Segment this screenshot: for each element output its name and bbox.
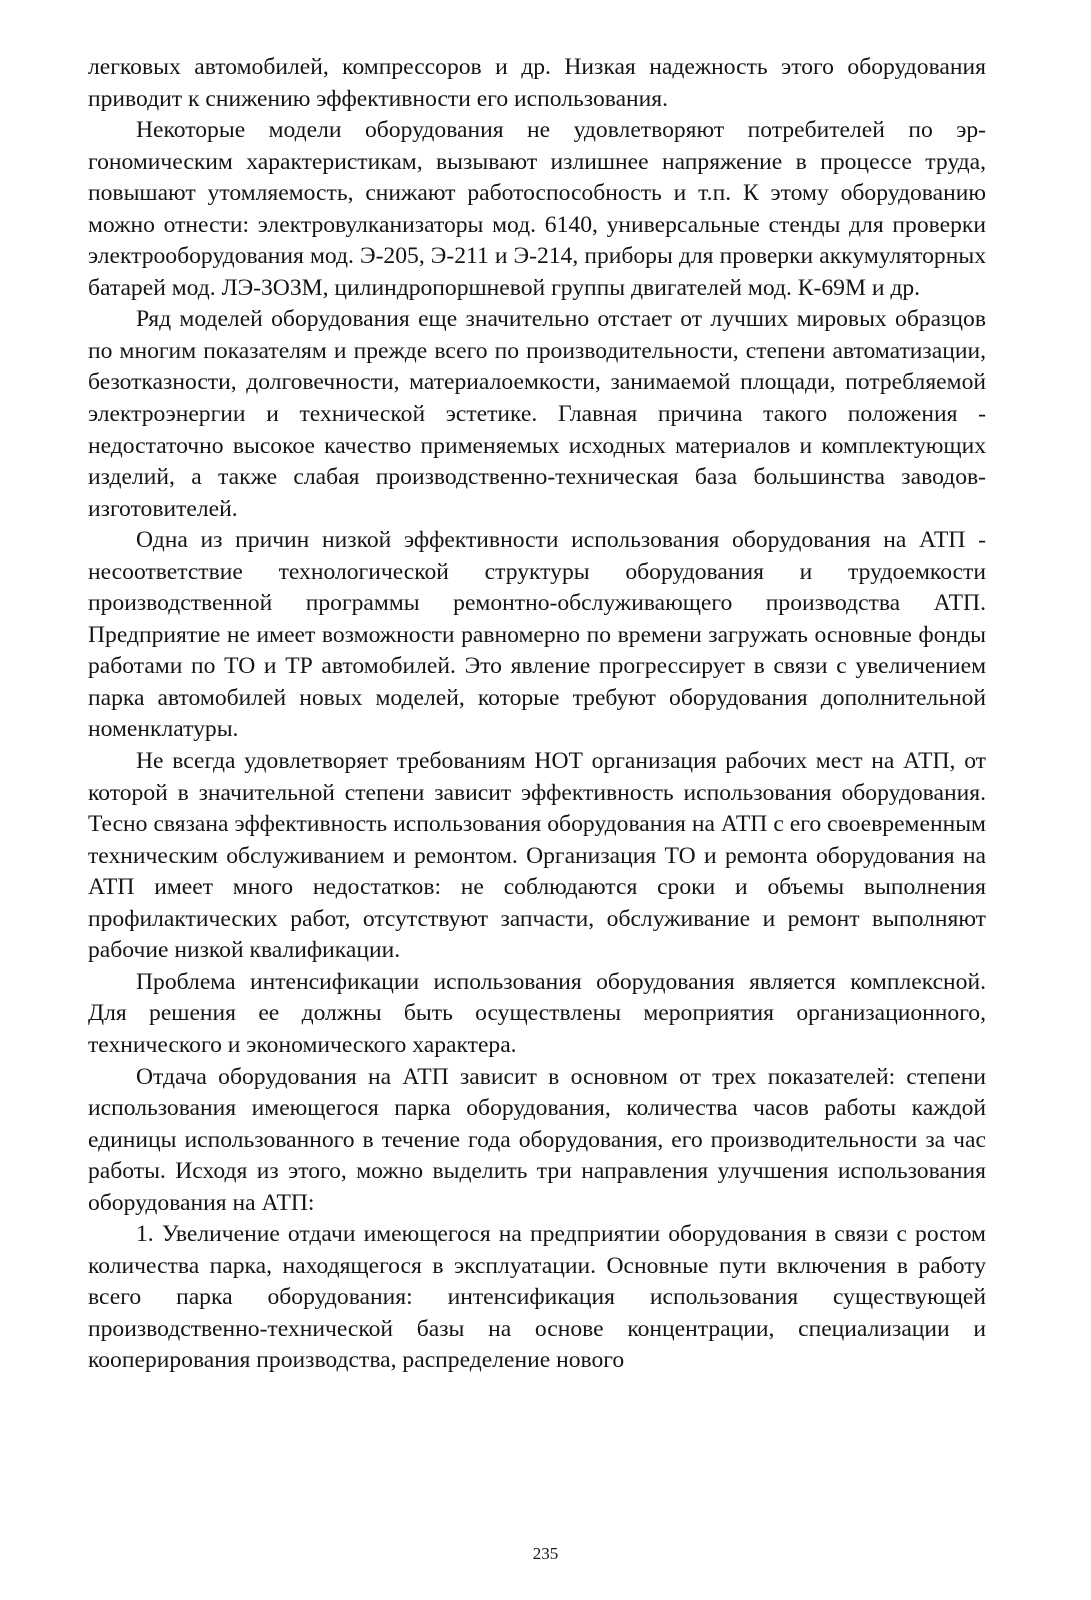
paragraph-6: Проблема интенсификации использования оборудования является комплексной. Для решения ее должны быть осуществлены мероприятия организационного, технического и экономического характера. (88, 968, 986, 1058)
paragraph-2: Некоторые модели оборудования не удовлетворяют потребителей по эргономическим характеристикам, вызывают излишнее напряжение в процессе труда, повышают утомляемость, снижают работоспособность и т.п. К этому оборудованию можно отнести: электровулканизаторы мод. 6140, универсальные стенды для проверки электрооборудования мод. Э-205, Э-211 и Э-214, приборы для проверки аккумуляторных батарей мод. ЛЭ-3О3М, цилиндропоршневой группы двигателей мод. К-69М и др. (88, 117, 986, 301)
page-body (88, 52, 986, 1377)
paragraph-8: 1. Увеличение отдачи имеющегося на предприятии оборудования в связи с ростом количества парка, находящегося в эксплуатации. Основные пути включения в работу всего парка оборудования: интенсификация использования существующей производственно-технической базы на основе концентрации, специализации и кооперирования производства, распределение нового (88, 1221, 986, 1374)
paragraph-1: легковых автомобилей, компрессоров и др. Низкая надежность этого оборудования приводит к снижению эффективности его использования. (88, 54, 986, 112)
paragraph-4: Одна из причин низкой эффективности использования оборудования на АТП - несоответствие технологической структуры оборудования и трудоемкости производственной программы ремонтно-обслуживающего производства АТП. Предприятие не имеет возможности равномерно по времени загружать основные фонды работами по ТО и ТР автомобилей. Это явление прогрессирует в связи с увеличением парка автомобилей новых моделей, которые требуют оборудования дополнительной номенклатуры. (88, 527, 986, 743)
paragraph-5: Не всегда удовлетворяет требованиям НОТ организация рабочих мест на АТП, от которой в значительной степени зависит эффективность использования оборудования. Тесно связана эффективность использования оборудования на АТП с его своевременным техническим обслуживанием и ремонтом. Организация ТО и ремонта оборудования на АТП имеет много недостатков: не соблюдаются сроки и объемы выполнения профилактических работ, отсутствуют запчасти, обслуживание и ремонт выполняют рабочие низкой квалификации. (88, 748, 986, 964)
paragraph-3: Ряд моделей оборудования еще значительно отстает от лучших мировых образцов по многим показателям и прежде всего по производительности, степени автоматизации, безотказности, долговечности, материалоемкости, занимаемой площади, потребляемой электроэнергии и технической эстетике. Главная причина такого положения - недостаточно высокое качество применяемых исходных материалов и комплектующих изделий, а также слабая производственно-техническая база большинства заводов-изготовителей. (88, 306, 986, 522)
page-number: 235 (532, 1544, 559, 1563)
paragraph-7: Отдача оборудования на АТП зависит в основном от трех показателей: степени использования имеющегося парка оборудования, количества часов работы каждой единицы использованного в течение года оборудования, его производительности за час работы. Исходя из этого, можно выделить три направления улучшения использования оборудования на АТП: (88, 1063, 986, 1216)
